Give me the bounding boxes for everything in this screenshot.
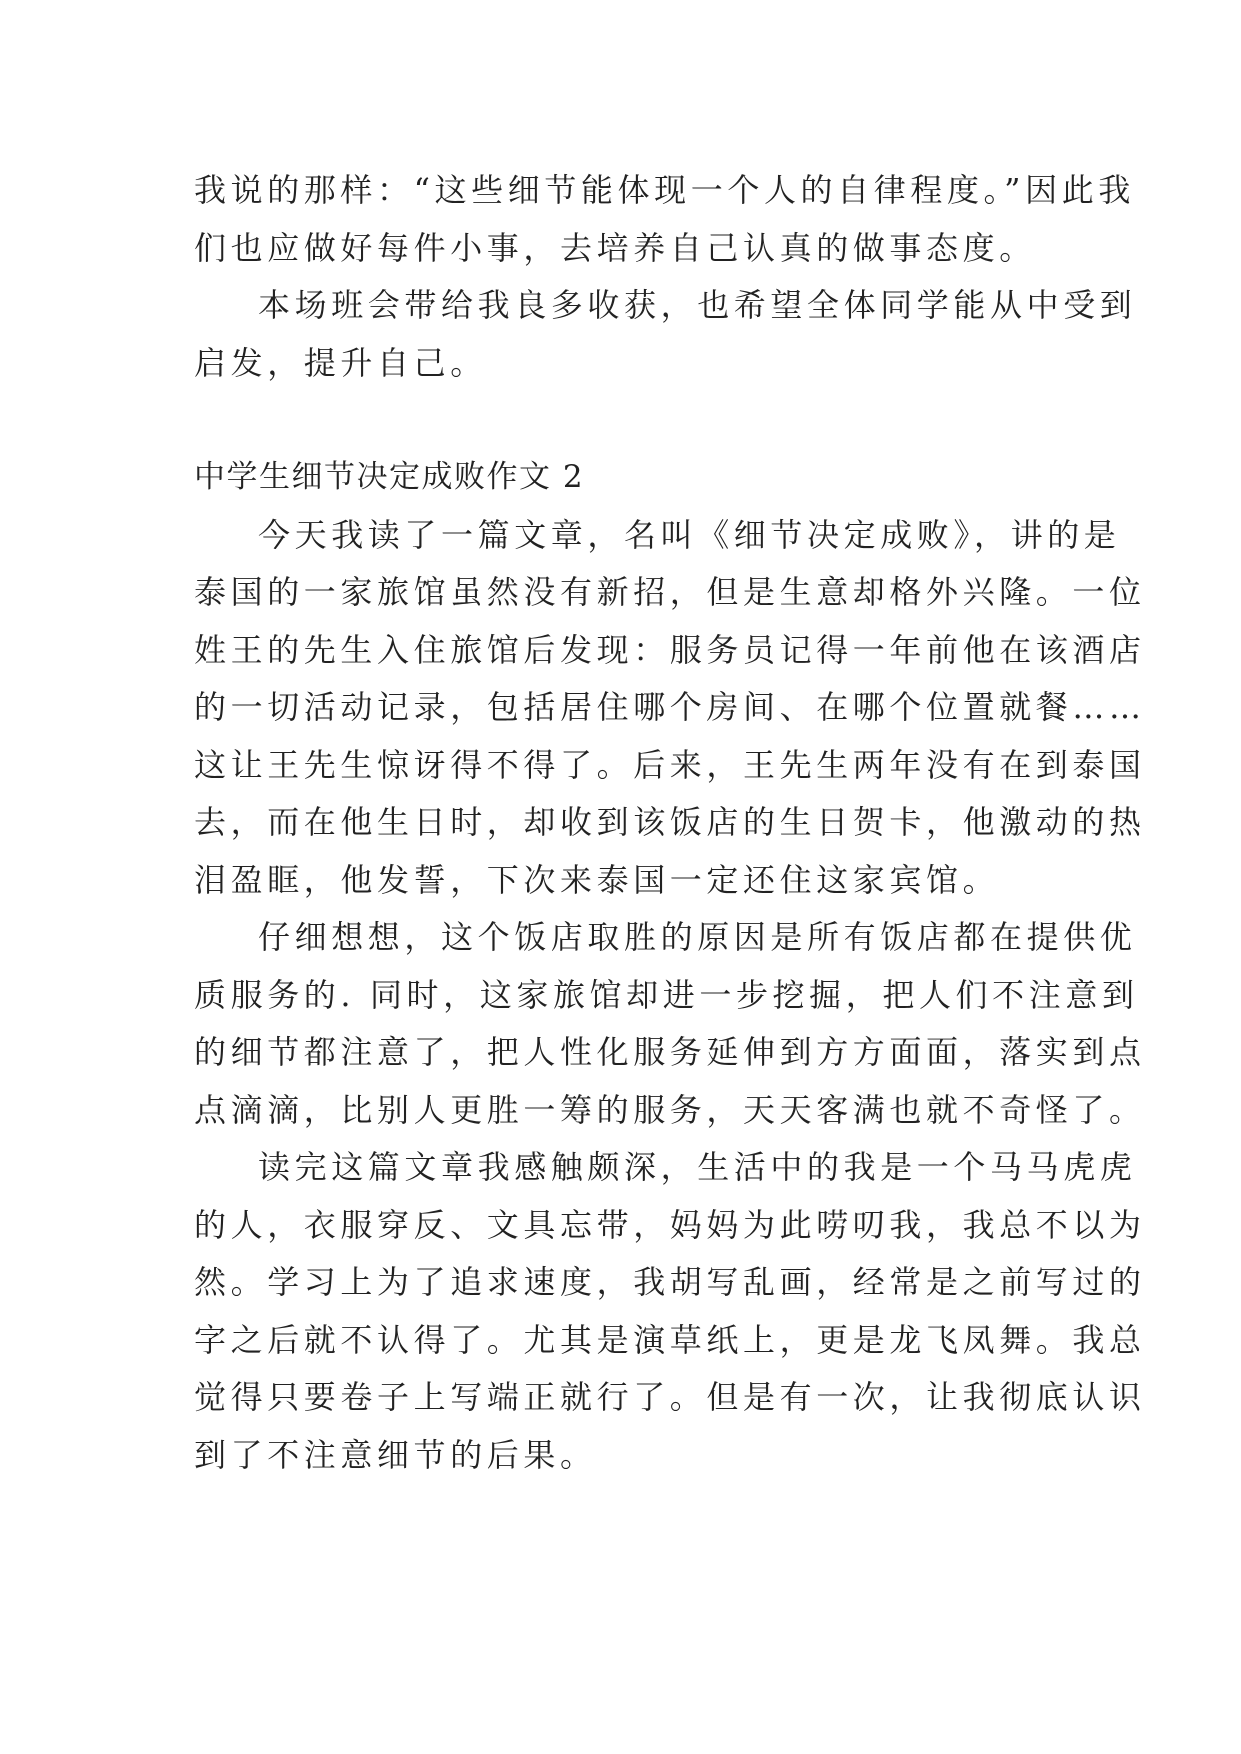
paragraph-line: 今天我读了一篇文章，名叫《细节决定成败》，讲的是	[258, 516, 1121, 554]
paragraph-line: 字之后就不认得了。尤其是演草纸上，更是龙飞凤舞。我总	[194, 1321, 1146, 1359]
paragraph-line: 泰国的一家旅馆虽然没有新招，但是生意却格外兴隆。一位	[194, 573, 1146, 611]
paragraph-line: 泪盈眶，他发誓，下次来泰国一定还住这家宾馆。	[194, 861, 1000, 899]
paragraph-line: 然。学习上为了追求速度，我胡写乱画，经常是之前写过的	[194, 1263, 1146, 1301]
paragraph-line: 我说的那样：“这些细节能体现一个人的自律程度。”因此我	[194, 171, 1135, 209]
paragraph-line: 这让王先生惊讶得不得了。后来，王先生两年没有在到泰国	[194, 746, 1146, 784]
paragraph-line: 仔细想想，这个饭店取胜的原因是所有饭店都在提供优	[258, 918, 1137, 956]
paragraph-line: 的细节都注意了，把人性化服务延伸到方方面面，落实到点	[194, 1033, 1146, 1071]
paragraph-line: 的人，衣服穿反、文具忘带，妈妈为此唠叨我，我总不以为	[194, 1206, 1146, 1244]
paragraph-line: 姓王的先生入住旅馆后发现：服务员记得一年前他在该酒店	[194, 631, 1146, 669]
paragraph-line: 读完这篇文章我感触颇深，生活中的我是一个马马虎虎	[258, 1148, 1137, 1186]
paragraph-line: 启发，提升自己。	[194, 344, 487, 382]
paragraph-line: 去，而在他生日时，却收到该饭店的生日贺卡，他激动的热	[194, 803, 1146, 841]
paragraph-line: 觉得只要卷子上写端正就行了。但是有一次，让我彻底认识	[194, 1378, 1146, 1416]
paragraph-line: 的一切活动记录，包括居住哪个房间、在哪个位置就餐……	[194, 688, 1146, 726]
paragraph-line: 质服务的. 同时，这家旅馆却进一步挖掘，把人们不注意到	[194, 976, 1139, 1014]
paragraph-line: 到了不注意细节的后果。	[194, 1436, 597, 1474]
section-title: 中学生细节决定成败作文 2	[194, 459, 585, 495]
paragraph-line: 点滴滴，比别人更胜一筹的服务，天天客满也就不奇怪了。	[194, 1091, 1146, 1129]
paragraph-line: 们也应做好每件小事，去培养自己认真的做事态度。	[194, 229, 1036, 267]
paragraph-line: 本场班会带给我良多收获，也希望全体同学能从中受到	[258, 286, 1137, 324]
